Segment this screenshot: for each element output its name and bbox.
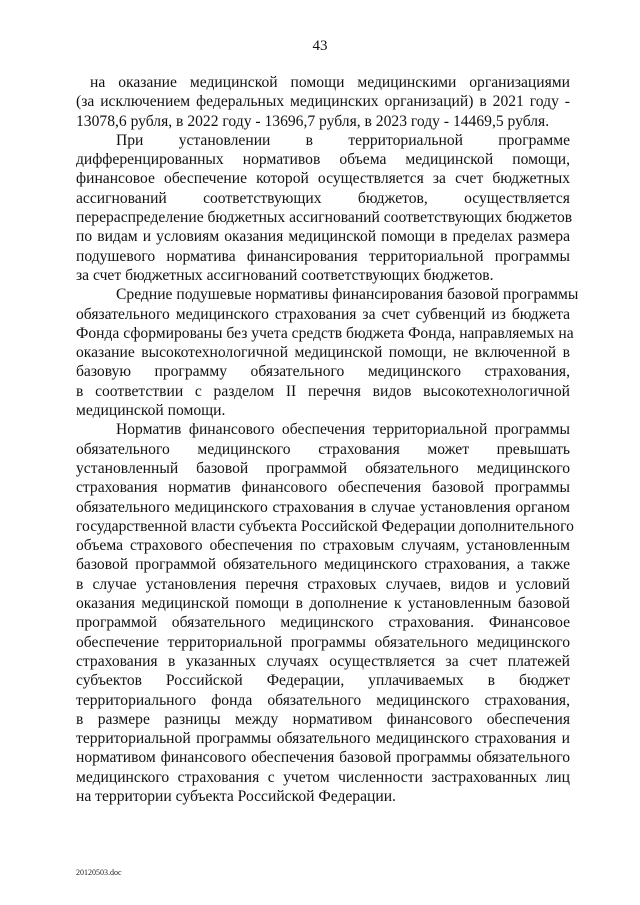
paragraph-2 xyxy=(76,131,573,285)
text-line: оказание высокотехнологичной медицинской помощи, не включенной в xyxy=(76,344,570,362)
text-line: установленный базовой программой обязательного медицинского xyxy=(76,459,570,477)
text-line: перераспределение бюджетных ассигнований соответствующих бюджетов xyxy=(76,209,573,227)
text-line: медицинского страхования с учетом численности застрахованных лиц xyxy=(76,768,570,786)
text-line: обязательного медицинского страхования в случае установления органом xyxy=(76,498,570,516)
text-line: обязательного медицинского страхования может превышать xyxy=(76,440,570,458)
text-line: страхования в указанных случаях осуществляется за счет платежей xyxy=(76,652,570,670)
footer-filename: 20120503.doc xyxy=(76,868,122,877)
text-line: медицинской помощи. xyxy=(76,402,226,420)
page-number: 43 xyxy=(312,38,328,54)
text-line: на территории субъекта Российской Федерации. xyxy=(76,787,396,805)
paragraph-4 xyxy=(76,420,574,806)
paragraph-1 xyxy=(76,73,570,131)
text-line: финансовое обеспечение которой осуществляется за счет бюджетных xyxy=(76,170,570,188)
text-line: территориального фонда обязательного медицинского страхования, xyxy=(76,691,570,709)
text-line: объема страхового обеспечения по страховым случаям, установленным xyxy=(76,537,570,555)
text-line: обязательного медицинского страхования за счет субвенций из бюджета xyxy=(76,305,570,323)
text-line: страхования норматив финансового обеспечения базовой программы xyxy=(76,479,570,497)
text-line: Средние подушевые нормативы финансирования базовой программы xyxy=(116,286,579,304)
text-line: Фонда сформированы без учета средств бюджета Фонда, направляемых на xyxy=(76,324,574,342)
text-line: подушевого норматива финансирования территориальной программы xyxy=(76,247,570,265)
document-body xyxy=(76,73,579,806)
text-line: субъектов Российской Федерации, уплачиваемых в бюджет xyxy=(76,672,570,690)
text-line: за счет бюджетных ассигнований соответствующих бюджетов. xyxy=(76,266,494,284)
text-line: по видам и условиям оказания медицинской помощи в пределах размера xyxy=(76,228,570,246)
text-line: базовую программу обязательного медицинского страхования, xyxy=(76,363,570,381)
text-line: 13078,6 рубля, в 2022 году - 13696,7 рубля, в 2023 году - 14469,5 рубля. xyxy=(76,112,550,130)
text-line: ассигнований соответствующих бюджетов, осуществляется xyxy=(76,189,570,207)
text-line: базовой программой обязательного медицинского страхования, а также xyxy=(76,556,570,574)
text-line: При установлении в территориальной программе xyxy=(116,131,570,149)
text-line: государственной власти субъекта Российской Федерации дополнительного xyxy=(76,517,574,535)
text-line: (за исключением федеральных медицинских организаций) в 2021 году - xyxy=(76,93,570,111)
text-line: в соответствии с разделом II перечня видов высокотехнологичной xyxy=(76,382,570,400)
text-line: нормативом финансового обеспечения базовой программы обязательного xyxy=(76,749,570,767)
text-line: в размере разницы между нормативом финансового обеспечения xyxy=(76,710,570,728)
text-line: дифференцированных нормативов объема медицинской помощи, xyxy=(76,151,570,169)
text-line: обеспечение территориальной программы обязательного медицинского xyxy=(76,633,570,651)
text-line: программой обязательного медицинского страхования. Финансовое xyxy=(76,614,570,632)
text-line: Норматив финансового обеспечения территориальной программы xyxy=(116,421,570,439)
text-line: в случае установления перечня страховых случаев, видов и условий xyxy=(76,575,570,593)
text-line: территориальной программы обязательного медицинского страхования и xyxy=(76,730,570,748)
text-line: на оказание медицинской помощи медицинскими организациями xyxy=(90,74,570,91)
text-line: оказания медицинской помощи в дополнение к установленным базовой xyxy=(76,595,570,613)
paragraph-3 xyxy=(76,285,579,420)
